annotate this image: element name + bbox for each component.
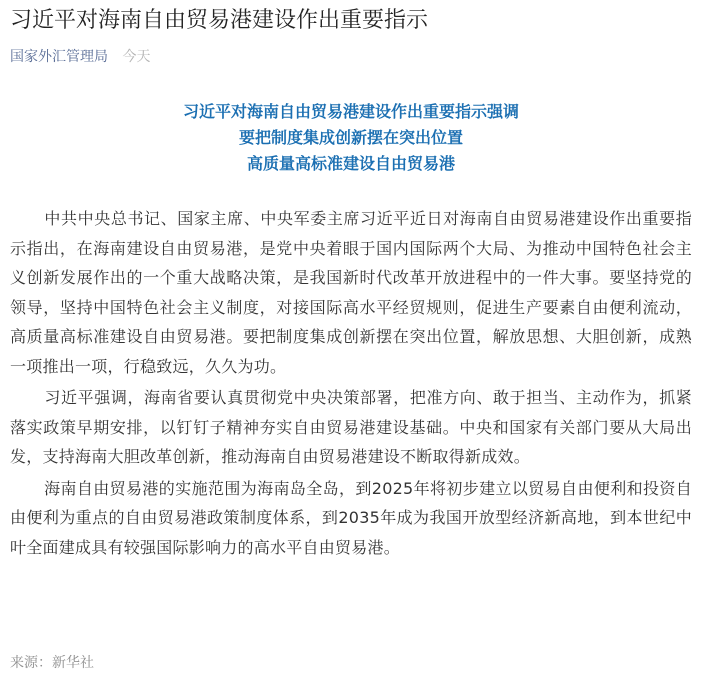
subhead-line-2: 要把制度集成创新摆在突出位置 — [238, 128, 463, 147]
article-meta — [10, 46, 150, 68]
paragraph-text: 海南自由贸易港的实施范围为海南岛全岛，到2025年将初步建立以贸易自由便利和投资自由便利为重点的自由贸易港政策制度体系，到2035年成为我国开放型经济新高地，到本世纪中叶全面建成具有较强国际影响力的高水平自由贸易港。 — [10, 478, 692, 557]
source-account-link[interactable]: 国家外汇管理局 — [10, 49, 108, 65]
subhead-line-3: 高质量高标准建设自由贸易港 — [246, 154, 455, 173]
body-paragraph-3 — [10, 474, 692, 563]
publish-date: 今天 — [122, 49, 151, 65]
subhead-line-1: 习近平对海南自由贸易港建设作出重要指示强调 — [182, 102, 519, 121]
paragraph-text: 习近平强调，海南省要认真贯彻党中央决策部署，把准方向、敢于担当、主动作为，抓紧落实政策早期安排，以钉钉子精神夯实自由贸易港建设基础。中央和国家有关部门要从大局出发，支持海南大胆改革创新，推动海南自由贸易港建设不断取得新成效。 — [10, 388, 692, 466]
article-subheads — [0, 99, 702, 177]
paragraph-text: 中共中央总书记、国家主席、中央军委主席习近平近日对海南自由贸易港建设作出重要指示指出，在海南建设自由贸易港，是党中央着眼于国内国际两个大局、为推动中国特色社会主义创新发展作出的一个重大战略决策，是我国新时代改革开放进程中的一件大事。要坚持党的领导，坚持中国特色社会主义制度，对接国际高水平经贸规则，促进生产要素自由便利流动，高质量高标准建设自由贸易港。要把制度集成创新摆在突出位置，解放思想、大胆创新，成熟一项推出一项，行稳致远，久久为功。 — [10, 209, 692, 376]
source-credit: 来源：新华社 — [10, 655, 94, 671]
body-paragraph-2 — [10, 383, 692, 472]
body-paragraph-1 — [10, 204, 692, 381]
article-body — [10, 204, 692, 564]
article-title: 习近平对海南自由贸易港建设作出重要指示 — [10, 8, 429, 33]
